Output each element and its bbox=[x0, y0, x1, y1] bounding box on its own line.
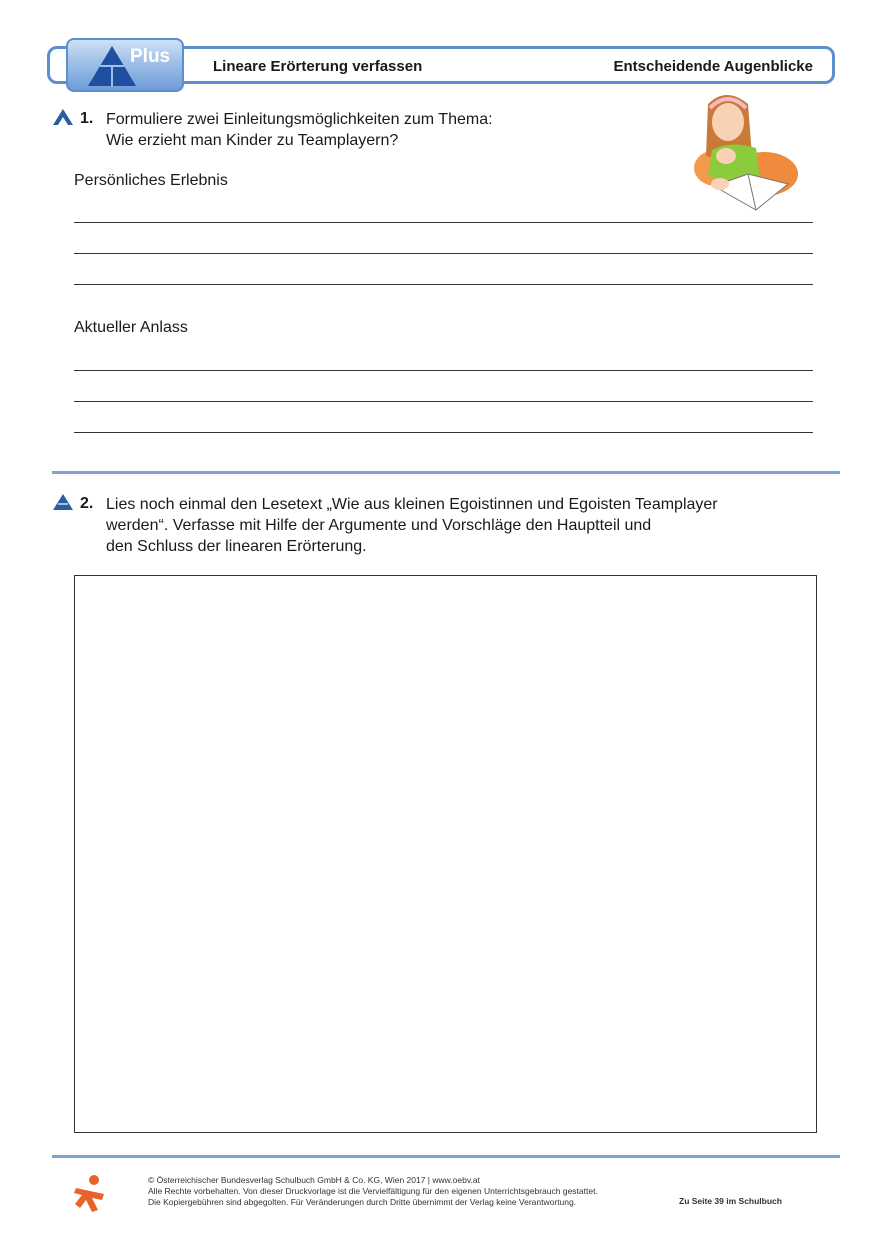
answer-writing-box[interactable] bbox=[74, 575, 817, 1133]
logo-plus-text: Plus bbox=[130, 46, 171, 67]
page-reference: Zu Seite 39 im Schulbuch bbox=[679, 1196, 782, 1206]
copyright-notice bbox=[148, 1175, 598, 1208]
task1-line2: Wie erzieht man Kinder zu Teamplayern? bbox=[106, 132, 399, 149]
section-personal-experience-label: Persönliches Erlebnis bbox=[74, 172, 228, 189]
section-current-occasion-label: Aktueller Anlass bbox=[74, 319, 188, 336]
task2-number: 2. bbox=[80, 495, 94, 512]
copyright-line3: Die Kopiergebühren sind abgegolten. Für Veränderungen durch Dritte übernimmt der Verlag keine Verantwortung. bbox=[148, 1197, 577, 1207]
writing-line[interactable] bbox=[74, 284, 813, 285]
task1-text bbox=[106, 109, 493, 151]
task1-number: 1. bbox=[80, 110, 94, 127]
copyright-line1: © Österreichischer Bundesverlag Schulbuch GmbH & Co. KG, Wien 2017 | www.oebv.at bbox=[148, 1175, 480, 1185]
section-divider bbox=[52, 471, 840, 474]
writing-line[interactable] bbox=[74, 432, 813, 433]
publisher-logo-icon bbox=[72, 1174, 108, 1212]
writing-line[interactable] bbox=[74, 222, 813, 223]
task2-line2: werden“. Verfasse mit Hilfe der Argumente und Vorschläge den Hauptteil und bbox=[106, 517, 652, 534]
chapter-title: Entscheidende Augenblicke bbox=[613, 58, 813, 75]
writing-line[interactable] bbox=[74, 401, 813, 402]
task-level-icon bbox=[52, 493, 74, 511]
task1-line1: Formuliere zwei Einleitungsmöglichkeiten zum Thema: bbox=[106, 111, 493, 128]
task2-line1: Lies noch einmal den Lesetext „Wie aus kleinen Egoistinnen und Egoisten Teamplayer bbox=[106, 496, 718, 513]
task-level-icon bbox=[52, 108, 74, 126]
footer-divider bbox=[52, 1155, 840, 1158]
task2-line3: den Schluss der linearen Erörterung. bbox=[106, 538, 367, 555]
task2-text bbox=[106, 494, 718, 557]
girl-reading-illustration bbox=[686, 86, 802, 218]
plus-logo bbox=[66, 38, 184, 92]
writing-line[interactable] bbox=[74, 253, 813, 254]
writing-line[interactable] bbox=[74, 370, 813, 371]
copyright-line2: Alle Rechte vorbehalten. Von dieser Druckvorlage ist die Vervielfältigung für den eigenen Unterrichtsgebrauch gestattet. bbox=[148, 1186, 598, 1196]
worksheet-title: Lineare Erörterung verfassen bbox=[213, 58, 423, 75]
